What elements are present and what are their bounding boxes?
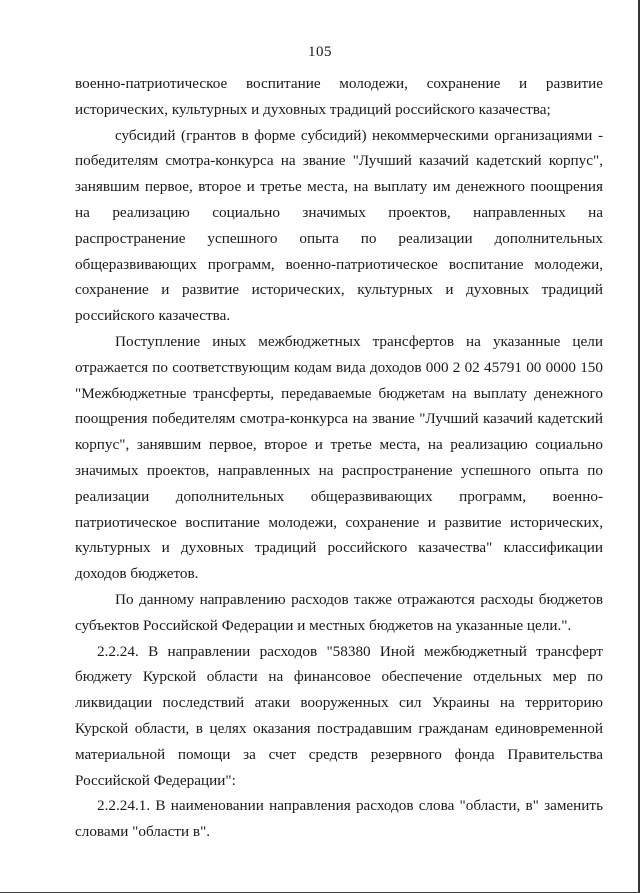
page-number: 105 xyxy=(308,44,332,60)
paragraph-subsidies: субсидий (грантов в форме субсидий) некоммерческими организациями - победителям смотра-конкурса на звание "Лучший казачий кадетский корпус", занявшим первое, второе и третье места, на выплату им денежного поощрения на реализацию социально значимых проектов, направленных на распространение успешного опыта по реализации дополнительных общеразвивающих программ, военно-патриотическое воспитание молодежи, сохранение и развитие исторических, культурных и духовных традиций российского казачества. xyxy=(75,126,603,325)
paragraph-transfers: Поступление иных межбюджетных трансфертов на указанные цели отражается по соответствующим кодам вида доходов 000 2 02 45791 00 0000 150 "Межбюджетные трансферты, передаваемые бюджетам на выплату денежного поощрения победителям смотра-конкурса на звание "Лучший казачий кадетский корпус", занявшим первое, второе и третье места, на реализацию социально значимых проектов, направленных на распространение успешного опыта по реализации дополнительных общеразвивающих программ, военно-патриотическое воспитание молодежи, сохранение и развитие исторических, культурных и духовных традиций российского казачества" классификации доходов бюджетов. xyxy=(75,332,603,583)
paragraph-2-2-24-1: 2.2.24.1. В наименовании направления расходов слова "области, в" заменить словами "области в". xyxy=(75,797,603,841)
paragraph-expenses: По данному направлению расходов также отражаются расходы бюджетов субъектов Российской Федерации и местных бюджетов на указанные цели.". xyxy=(75,590,603,634)
document-body xyxy=(75,71,603,845)
paragraph-2-2-24: 2.2.24. В направлении расходов "58380 Иной межбюджетный трансферт бюджету Курской области на финансовое обеспечение отдельных мер по ликвидации последствий атаки вооруженных сил Украины на территорию Курской области, в целях оказания пострадавшим гражданам единовременной материальной помощи за счет средств резервного фонда Правительства Российской Федерации": xyxy=(75,642,603,789)
paragraph-continuation: военно-патриотическое воспитание молодежи, сохранение и развитие исторических, культурных и духовных традиций российского казачества; xyxy=(75,75,603,118)
